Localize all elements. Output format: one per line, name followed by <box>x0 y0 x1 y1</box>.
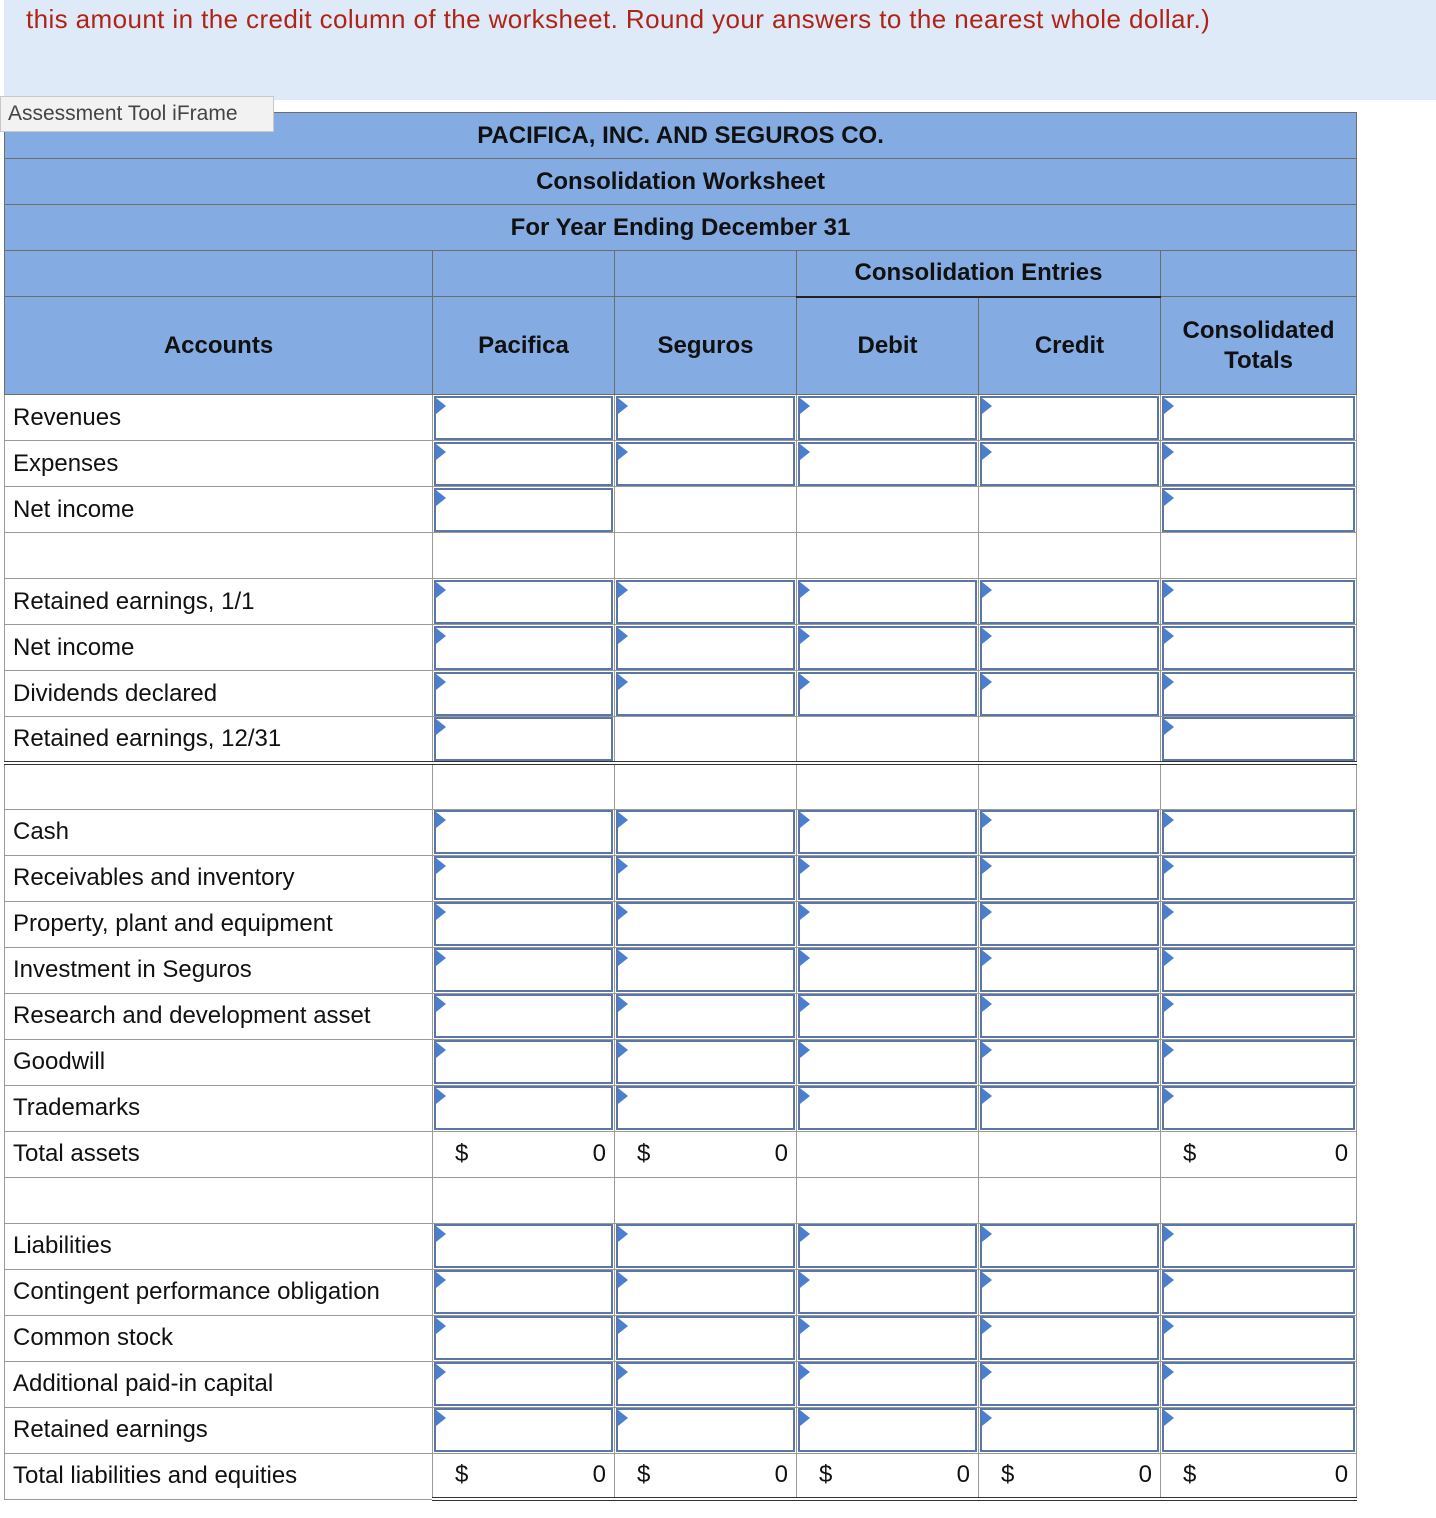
seguros-input[interactable] <box>616 1224 795 1268</box>
seguros-header: Seguros <box>615 297 797 395</box>
account-label: Additional paid-in capital <box>5 1361 433 1407</box>
account-label: Cash <box>5 809 433 855</box>
company-name: PACIFICA, INC. AND SEGUROS CO. <box>5 113 1357 159</box>
total-le-credit: $ 0 <box>979 1453 1161 1499</box>
account-label: Revenues <box>5 395 433 441</box>
consolidated-input[interactable] <box>1162 948 1355 992</box>
account-label: Goodwill <box>5 1039 433 1085</box>
total-le-pacifica: $ 0 <box>433 1453 615 1499</box>
account-label: Net income <box>5 625 433 671</box>
pacifica-input[interactable] <box>434 717 613 761</box>
consolidation-worksheet <box>4 112 1357 1501</box>
credit-input[interactable] <box>980 902 1159 946</box>
debit-input[interactable] <box>798 994 977 1038</box>
consolidated-input[interactable] <box>1162 994 1355 1038</box>
pacifica-header: Pacifica <box>433 297 615 395</box>
worksheet-title: Consolidation Worksheet <box>5 159 1357 205</box>
seguros-input[interactable] <box>616 1408 795 1452</box>
pacifica-input[interactable] <box>434 902 613 946</box>
seguros-input[interactable] <box>616 856 795 900</box>
seguros-input[interactable] <box>616 902 795 946</box>
pacifica-input[interactable] <box>434 1224 613 1268</box>
consolidated-input[interactable] <box>1162 396 1355 440</box>
consolidated-input[interactable] <box>1162 580 1355 624</box>
total-assets-consolidated: $ 0 <box>1161 1131 1357 1177</box>
account-label: Trademarks <box>5 1085 433 1131</box>
credit-input[interactable] <box>980 626 1159 670</box>
pacifica-input[interactable] <box>434 580 613 624</box>
pacifica-input[interactable] <box>434 672 613 716</box>
consolidated-input[interactable] <box>1162 1408 1355 1452</box>
consolidated-input[interactable] <box>1162 1270 1355 1314</box>
seguros-input[interactable] <box>616 994 795 1038</box>
account-label: Expenses <box>5 441 433 487</box>
consolidated-input[interactable] <box>1162 626 1355 670</box>
total-le-debit: $ 0 <box>797 1453 979 1499</box>
pacifica-input[interactable] <box>434 810 613 854</box>
consolidated-input[interactable] <box>1162 1040 1355 1084</box>
credit-input[interactable] <box>980 396 1159 440</box>
consolidation-entries-header: Consolidation Entries <box>797 251 1161 297</box>
account-label: Net income <box>5 487 433 533</box>
debit-input[interactable] <box>798 856 977 900</box>
pacifica-input[interactable] <box>434 948 613 992</box>
debit-input[interactable] <box>798 1040 977 1084</box>
debit-input[interactable] <box>798 1316 977 1360</box>
credit-input[interactable] <box>980 1270 1159 1314</box>
consolidated-input[interactable] <box>1162 1224 1355 1268</box>
seguros-input[interactable] <box>616 396 795 440</box>
credit-input[interactable] <box>980 580 1159 624</box>
seguros-input[interactable] <box>616 626 795 670</box>
account-label: Receivables and inventory <box>5 855 433 901</box>
pacifica-input[interactable] <box>434 1086 613 1130</box>
seguros-input[interactable] <box>616 1362 795 1406</box>
seguros-input[interactable] <box>616 948 795 992</box>
pacifica-input[interactable] <box>434 994 613 1038</box>
debit-input[interactable] <box>798 1362 977 1406</box>
pacifica-input[interactable] <box>434 626 613 670</box>
total-le-consolidated: $ 0 <box>1161 1453 1357 1499</box>
total-le-seguros: $ 0 <box>615 1453 797 1499</box>
seguros-input[interactable] <box>616 580 795 624</box>
consolidated-input[interactable] <box>1162 902 1355 946</box>
consolidated-input[interactable] <box>1162 1362 1355 1406</box>
debit-input[interactable] <box>798 396 977 440</box>
credit-header: Credit <box>979 297 1161 395</box>
pacifica-input[interactable] <box>434 1408 613 1452</box>
pacifica-input[interactable] <box>434 396 613 440</box>
debit-input[interactable] <box>798 1224 977 1268</box>
account-label: Total liabilities and equities <box>5 1453 433 1499</box>
account-label: Investment in Seguros <box>5 947 433 993</box>
consolidated-input[interactable] <box>1162 488 1355 532</box>
consolidated-input[interactable] <box>1162 1086 1355 1130</box>
credit-input[interactable] <box>980 1408 1159 1452</box>
account-label: Retained earnings, 12/31 <box>5 717 433 764</box>
credit-input[interactable] <box>980 1086 1159 1130</box>
seguros-input[interactable] <box>616 442 795 486</box>
account-label: Total assets <box>5 1131 433 1177</box>
consolidated-input[interactable] <box>1162 672 1355 716</box>
debit-input[interactable] <box>798 1086 977 1130</box>
seguros-input[interactable] <box>616 1316 795 1360</box>
consolidated-input[interactable] <box>1162 1316 1355 1360</box>
debit-input[interactable] <box>798 1408 977 1452</box>
seguros-input[interactable] <box>616 1086 795 1130</box>
debit-input[interactable] <box>798 1270 977 1314</box>
account-label: Research and development asset <box>5 993 433 1039</box>
seguros-input[interactable] <box>616 810 795 854</box>
account-label: Common stock <box>5 1315 433 1361</box>
credit-input[interactable] <box>980 948 1159 992</box>
credit-input[interactable] <box>980 672 1159 716</box>
debit-input[interactable] <box>798 810 977 854</box>
pacifica-input[interactable] <box>434 1270 613 1314</box>
seguros-input[interactable] <box>616 672 795 716</box>
credit-input[interactable] <box>980 442 1159 486</box>
pacifica-input[interactable] <box>434 1316 613 1360</box>
account-label: Retained earnings, 1/1 <box>5 579 433 625</box>
consolidated-input[interactable] <box>1162 856 1355 900</box>
credit-input[interactable] <box>980 856 1159 900</box>
instruction-text: this amount in the credit column of the worksheet. Round your answers to the nearest whole dollar.) <box>26 4 1211 34</box>
total-assets-seguros: $ 0 <box>615 1131 797 1177</box>
credit-input[interactable] <box>980 1316 1159 1360</box>
debit-input[interactable] <box>798 442 977 486</box>
pacifica-input[interactable] <box>434 1362 613 1406</box>
account-label: Liabilities <box>5 1223 433 1269</box>
seguros-input[interactable] <box>616 1040 795 1084</box>
credit-input[interactable] <box>980 1362 1159 1406</box>
debit-input[interactable] <box>798 902 977 946</box>
consolidated-input[interactable] <box>1162 717 1355 761</box>
pacifica-input[interactable] <box>434 488 613 532</box>
credit-input[interactable] <box>980 1040 1159 1084</box>
account-label: Dividends declared <box>5 671 433 717</box>
consolidated-input[interactable] <box>1162 442 1355 486</box>
consolidated-totals-header: Consolidated Totals <box>1161 297 1357 395</box>
consolidated-input[interactable] <box>1162 810 1355 854</box>
credit-input[interactable] <box>980 994 1159 1038</box>
debit-input[interactable] <box>798 580 977 624</box>
seguros-input[interactable] <box>616 1270 795 1314</box>
debit-header: Debit <box>797 297 979 395</box>
account-label: Property, plant and equipment <box>5 901 433 947</box>
debit-input[interactable] <box>798 948 977 992</box>
pacifica-input[interactable] <box>434 856 613 900</box>
instruction-banner <box>4 0 1436 100</box>
iframe-label: Assessment Tool iFrame <box>0 96 274 132</box>
total-assets-pacifica: $ 0 <box>433 1131 615 1177</box>
account-label: Retained earnings <box>5 1407 433 1453</box>
debit-input[interactable] <box>798 672 977 716</box>
account-label: Contingent performance obligation <box>5 1269 433 1315</box>
credit-input[interactable] <box>980 1224 1159 1268</box>
debit-input[interactable] <box>798 626 977 670</box>
worksheet-period: For Year Ending December 31 <box>5 205 1357 251</box>
accounts-header: Accounts <box>5 297 433 395</box>
pacifica-input[interactable] <box>434 442 613 486</box>
pacifica-input[interactable] <box>434 1040 613 1084</box>
credit-input[interactable] <box>980 810 1159 854</box>
